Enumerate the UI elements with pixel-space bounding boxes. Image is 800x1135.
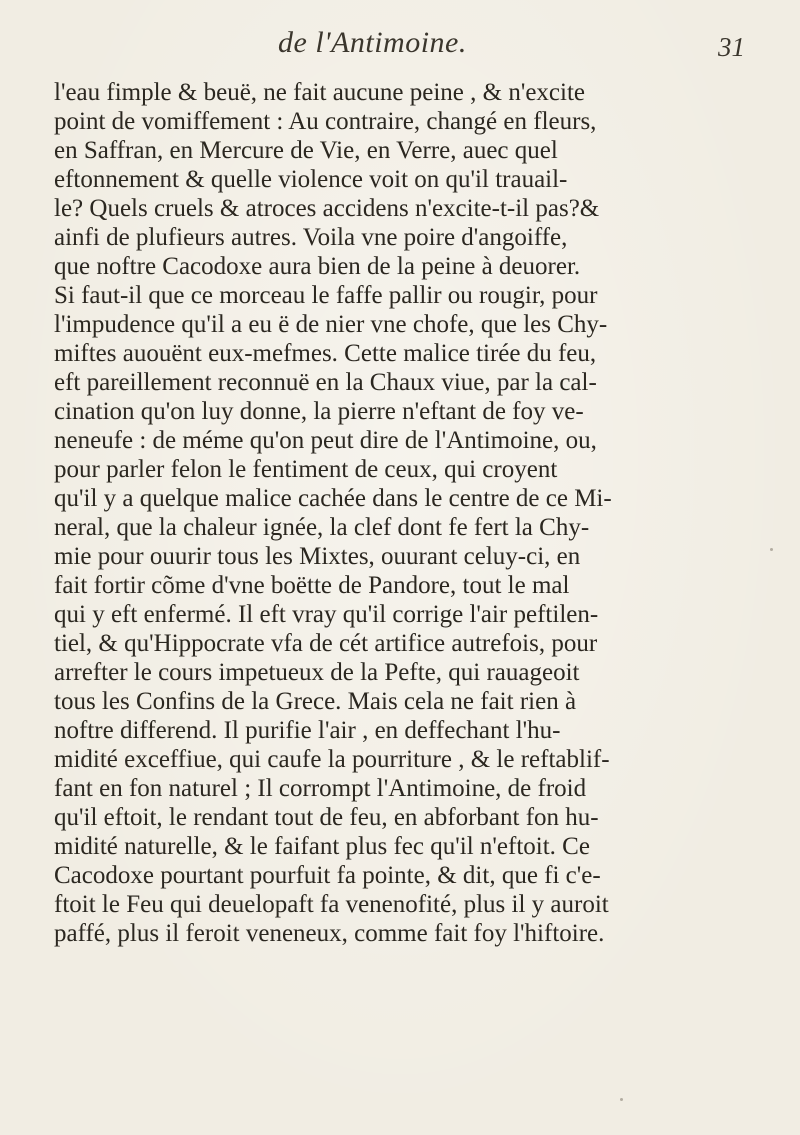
text-line: que noftre Cacodoxe aura bien de la peine à deuorer.: [54, 253, 581, 280]
text-line: qui y eft enfermé. Il eft vray qu'il corrige l'air peftilen-: [54, 601, 599, 628]
text-line: eftonnement & quelle violence voit on qu'il trauail-: [54, 166, 568, 193]
text-line: tiel, & qu'Hippocrate vfa de cét artifice autrefois, pour: [54, 630, 598, 657]
body-text: [54, 78, 754, 948]
text-line: fant en fon naturel ; Il corrompt l'Antimoine, de froid: [54, 775, 587, 802]
text-line: pour parler felon le fentiment de ceux, qui croyent: [54, 456, 558, 483]
text-line: tous les Confins de la Grece. Mais cela ne fait rien à: [54, 688, 577, 715]
text-line: noftre differend. Il purifie l'air , en deffechant l'hu-: [54, 717, 561, 744]
text-line: en Saffran, en Mercure de Vie, en Verre, auec quel: [54, 137, 558, 164]
text-line: Cacodoxe pourtant pourfuit fa pointe, & dit, que fi c'e-: [54, 862, 601, 889]
text-line: paffé, plus il feroit veneneux, comme fait foy l'hiftoire.: [54, 920, 605, 947]
text-line: qu'il eftoit, le rendant tout de feu, en abforbant fon hu-: [54, 804, 599, 831]
text-line: qu'il y a quelque malice cachée dans le centre de ce Mi-: [54, 485, 612, 512]
text-line: neral, que la chaleur ignée, la clef dont fe fert la Chy-: [54, 514, 590, 541]
text-line: ainfi de plufieurs autres. Voila vne poire d'angoiffe,: [54, 224, 568, 251]
paper-speck: [620, 1098, 623, 1101]
text-line: mie pour ouurir tous les Mixtes, ouurant celuy-ci, en: [54, 543, 581, 570]
text-line: l'eau fimple & beuë, ne fait aucune peine , & n'excite: [54, 79, 586, 106]
page-header: [0, 26, 800, 66]
text-line: midité naturelle, & le faifant plus fec qu'il n'eftoit. Ce: [54, 833, 590, 860]
text-line: fait fortir cõme d'vne boëtte de Pandore, tout le mal: [54, 572, 570, 599]
text-line: ftoit le Feu qui deuelopaft fa venenofité, plus il y auroit: [54, 891, 609, 918]
text-line: point de vomiffement : Au contraire, changé en fleurs,: [54, 108, 597, 135]
paper-speck: [770, 548, 773, 551]
text-line: miftes auouënt eux-mefmes. Cette malice tirée du feu,: [54, 340, 597, 367]
text-line: midité exceffiue, qui caufe la pourriture , & le reftablif-: [54, 746, 610, 773]
text-line: neneufe : de méme qu'on peut dire de l'Antimoine, ou,: [54, 427, 597, 454]
text-line: le? Quels cruels & atroces accidens n'excite-t-il pas?&: [54, 195, 600, 222]
text-line: arrefter le cours impetueux de la Pefte, qui rauageoit: [54, 659, 580, 686]
text-line: eft pareillement reconnuë en la Chaux viue, par la cal-: [54, 369, 597, 396]
text-line: Si faut-il que ce morceau le faffe pallir ou rougir, pour: [54, 282, 598, 309]
running-title: de l'Antimoine.: [278, 26, 467, 59]
page-number: 31: [718, 32, 745, 62]
text-line: cination qu'on luy donne, la pierre n'eftant de foy ve-: [54, 398, 584, 425]
text-line: l'impudence qu'il a eu ë de nier vne chofe, que les Chy-: [54, 311, 608, 338]
